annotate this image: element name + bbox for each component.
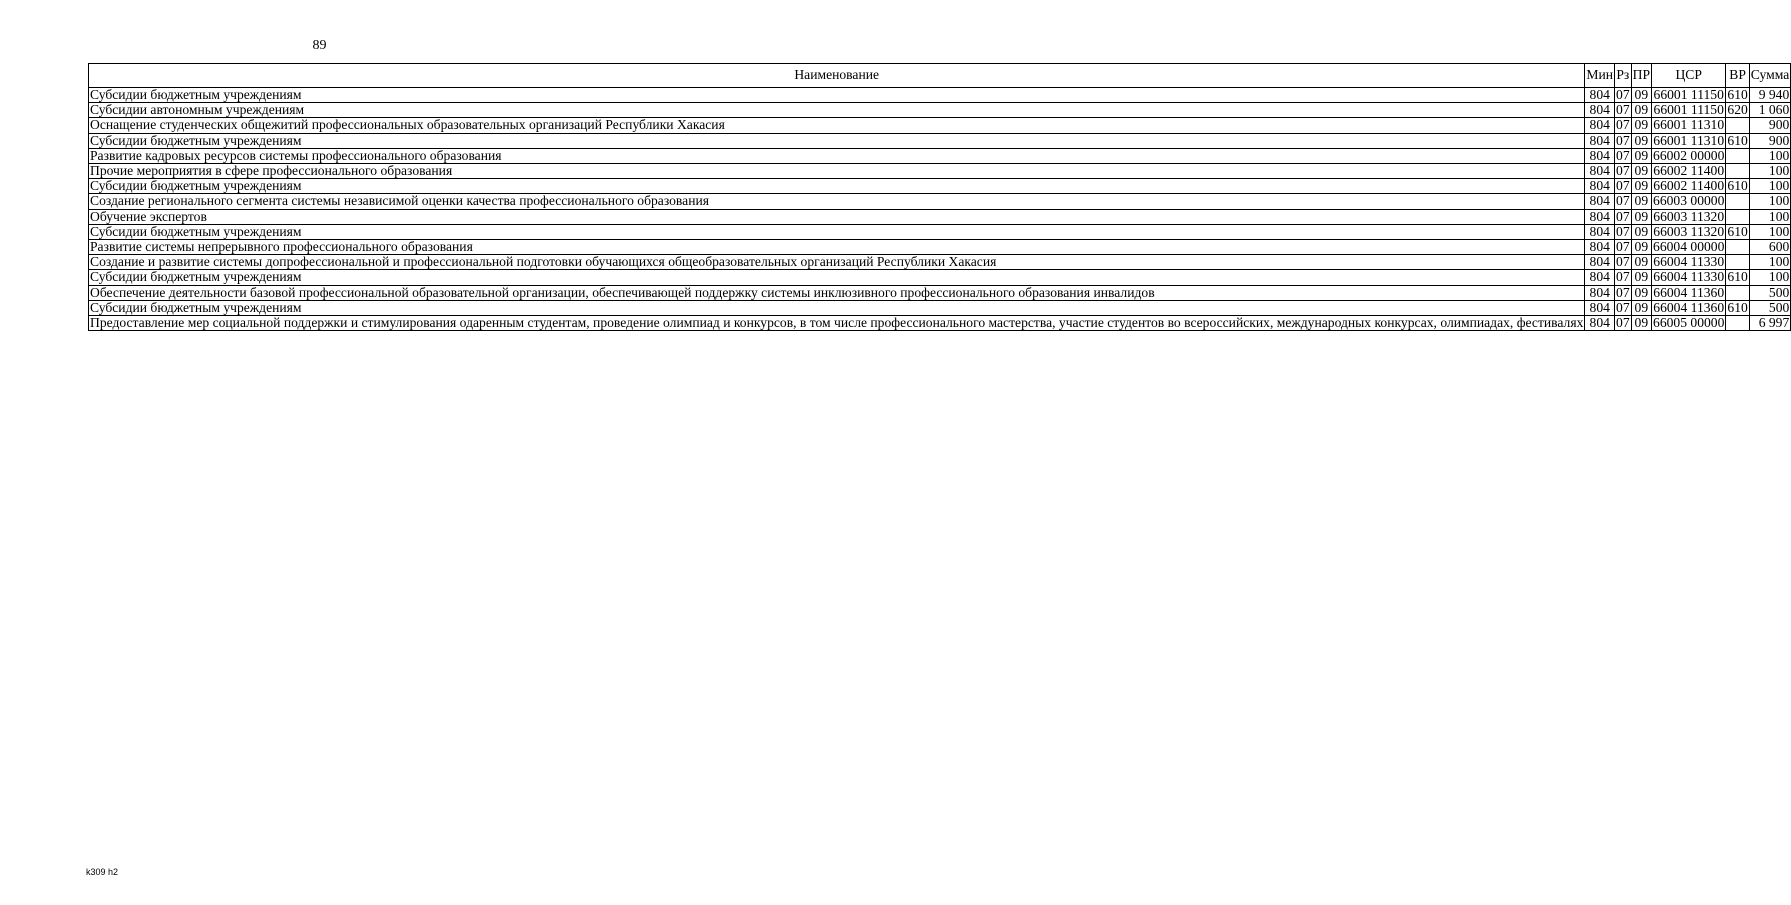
table-row	[89, 133, 1791, 148]
table-row	[89, 240, 1791, 255]
cell-sum: 100	[1749, 148, 1791, 163]
table-row	[89, 194, 1791, 209]
cell-pr: 09	[1631, 103, 1651, 118]
cell-csr: 66004 11330	[1653, 254, 1725, 270]
cell-pr: 09	[1631, 300, 1651, 315]
cell-name: Прочие мероприятия в сфере профессионального образования	[89, 164, 1585, 179]
cell-min: 804	[1585, 194, 1615, 209]
cell-vr: 610	[1727, 178, 1748, 194]
cell-vr: 610	[1727, 269, 1748, 285]
cell-pr: 09	[1631, 118, 1651, 133]
cell-sum: 1 060	[1749, 103, 1791, 118]
cell-vr	[1726, 148, 1749, 163]
cell-rz: 07	[1616, 178, 1630, 194]
header-row	[89, 64, 1791, 88]
cell-vr	[1726, 209, 1749, 224]
table-row	[89, 224, 1791, 239]
header-rz: Рз	[1615, 64, 1632, 88]
cell-name: Обучение экспертов	[89, 209, 1585, 224]
cell-name: Субсидии бюджетным учреждениям	[89, 270, 1585, 285]
cell-pr: 09	[1631, 164, 1651, 179]
table-row	[89, 103, 1791, 118]
cell-rz: 07	[1616, 163, 1630, 179]
cell-vr	[1726, 118, 1749, 133]
cell-min: 804	[1585, 209, 1615, 224]
cell-pr: 09	[1631, 285, 1651, 300]
cell-min: 804	[1585, 300, 1615, 315]
cell-name: Развитие системы непрерывного профессионального образования	[89, 240, 1585, 255]
table-row	[89, 270, 1791, 285]
cell-rz: 07	[1616, 193, 1630, 209]
cell-rz: 07	[1616, 269, 1630, 285]
cell-min: 804	[1585, 103, 1615, 118]
cell-sum: 900	[1749, 118, 1791, 133]
table-row	[89, 209, 1791, 224]
table-row	[89, 300, 1791, 315]
header-name: Наименование	[89, 64, 1585, 88]
cell-name: Субсидии автономным учреждениям	[89, 103, 1585, 118]
cell-vr: 610	[1727, 87, 1748, 102]
cell-vr	[1726, 316, 1749, 331]
cell-sum: 6 997	[1749, 316, 1791, 331]
cell-vr	[1726, 164, 1749, 179]
cell-name: Субсидии бюджетным учреждениям	[89, 224, 1585, 239]
cell-csr: 66002 00000	[1653, 147, 1725, 163]
cell-rz: 07	[1616, 102, 1630, 118]
cell-rz: 07	[1616, 239, 1630, 255]
header-min: Мин	[1585, 64, 1615, 88]
cell-rz: 07	[1616, 117, 1630, 133]
table-row	[89, 118, 1791, 133]
cell-pr: 09	[1631, 88, 1651, 103]
cell-pr: 09	[1631, 224, 1651, 239]
cell-csr: 66004 11330	[1653, 269, 1725, 285]
cell-vr	[1726, 285, 1749, 300]
cell-pr: 09	[1631, 148, 1651, 163]
cell-name: Создание и развитие системы допрофессиональной и профессиональной подготовки обучающихся общеобразовательных организаций Республики Хакасия	[89, 255, 1585, 270]
cell-min: 804	[1585, 88, 1615, 103]
cell-sum: 100	[1749, 209, 1791, 224]
cell-sum: 600	[1749, 240, 1791, 255]
cell-min: 804	[1585, 118, 1615, 133]
cell-min: 804	[1585, 316, 1615, 331]
budget-table	[88, 63, 1791, 331]
cell-name: Субсидии бюджетным учреждениям	[89, 133, 1585, 148]
cell-rz: 07	[1616, 87, 1630, 102]
cell-sum: 900	[1749, 133, 1791, 148]
page-number: 89	[312, 38, 327, 53]
table-body	[89, 88, 1791, 331]
cell-rz: 07	[1616, 254, 1630, 270]
cell-min: 804	[1585, 133, 1615, 148]
cell-sum: 500	[1749, 300, 1791, 315]
cell-rz: 07	[1616, 147, 1630, 163]
cell-name: Субсидии бюджетным учреждениям	[89, 88, 1585, 103]
cell-csr: 66003 00000	[1653, 193, 1725, 209]
cell-min: 804	[1585, 179, 1615, 194]
cell-csr: 66001 11150	[1652, 103, 1726, 118]
cell-csr: 66004 11360	[1653, 299, 1725, 315]
cell-rz: 07	[1616, 132, 1630, 148]
table-row	[89, 255, 1791, 270]
cell-sum: 100	[1749, 194, 1791, 209]
cell-csr: 66001 11310	[1653, 132, 1725, 148]
cell-csr: 66002 11400	[1653, 163, 1725, 179]
cell-name: Предоставление мер социальной поддержки и стимулирования одаренным студентам, проведение олимпиад и конкурсов, в том числе профессионального мастерства, участие студентов во всероссийских, международных конкурсах, олимпиадах, фестивалях	[90, 315, 1584, 331]
cell-rz: 07	[1616, 284, 1630, 300]
table-row	[89, 285, 1791, 300]
cell-name: Субсидии бюджетным учреждениям	[89, 300, 1585, 315]
cell-csr: 66003 11320	[1653, 223, 1725, 239]
table-row	[89, 164, 1791, 179]
cell-pr: 09	[1631, 133, 1651, 148]
table-row	[89, 316, 1791, 331]
cell-pr: 09	[1631, 316, 1651, 331]
cell-name: Обеспечение деятельности базовой профессиональной образовательной организации, обеспечивающей поддержку системы инклюзивного профессионального образования инвалидов	[89, 285, 1585, 300]
cell-name: Создание регионального сегмента системы независимой оценки качества профессионального образования	[89, 194, 1585, 209]
cell-sum: 100	[1749, 255, 1791, 270]
header-csr: ЦСР	[1652, 64, 1726, 88]
cell-vr: 610	[1727, 299, 1748, 315]
cell-pr: 09	[1631, 240, 1651, 255]
cell-min: 804	[1585, 148, 1615, 163]
cell-vr: 620	[1727, 102, 1748, 118]
cell-pr: 09	[1631, 255, 1651, 270]
header-vr: ВР	[1726, 64, 1749, 88]
cell-min: 804	[1585, 240, 1615, 255]
cell-pr: 09	[1631, 179, 1651, 194]
cell-rz: 07	[1616, 315, 1630, 331]
cell-csr: 66003 11320	[1653, 208, 1725, 224]
cell-name: Оснащение студенческих общежитий профессиональных образовательных организаций Республики Хакасия	[89, 118, 1585, 133]
cell-min: 804	[1585, 224, 1615, 239]
cell-csr: 66004 11360	[1653, 284, 1725, 300]
cell-sum: 100	[1749, 270, 1791, 285]
cell-csr: 66004 00000	[1653, 239, 1725, 255]
cell-min: 804	[1585, 270, 1615, 285]
cell-sum: 100	[1749, 179, 1791, 194]
cell-csr: 66001 11150	[1652, 88, 1726, 103]
table-row	[89, 88, 1791, 103]
cell-csr: 66002 11400	[1653, 178, 1725, 194]
cell-csr: 66001 11310	[1653, 117, 1725, 133]
footer-code: k309 h2	[86, 867, 119, 877]
cell-vr	[1726, 255, 1749, 270]
cell-min: 804	[1585, 164, 1615, 179]
cell-sum: 500	[1749, 285, 1791, 300]
cell-vr: 610	[1727, 223, 1748, 239]
cell-sum: 100	[1749, 164, 1791, 179]
cell-vr	[1726, 240, 1749, 255]
cell-sum: 100	[1749, 224, 1791, 239]
cell-pr: 09	[1631, 209, 1651, 224]
cell-vr: 610	[1727, 132, 1748, 148]
header-sum: Сумма	[1749, 64, 1791, 88]
table-row	[89, 148, 1791, 163]
cell-vr	[1726, 194, 1749, 209]
cell-rz: 07	[1616, 299, 1630, 315]
cell-rz: 07	[1616, 208, 1630, 224]
cell-rz: 07	[1616, 223, 1630, 239]
cell-name: Развитие кадровых ресурсов системы профессионального образования	[89, 148, 1585, 163]
cell-min: 804	[1585, 255, 1615, 270]
cell-csr: 66005 00000	[1653, 315, 1725, 331]
cell-min: 804	[1585, 285, 1615, 300]
cell-sum: 9 940	[1749, 88, 1791, 103]
cell-pr: 09	[1631, 270, 1651, 285]
cell-name: Субсидии бюджетным учреждениям	[89, 179, 1585, 194]
cell-pr: 09	[1631, 194, 1651, 209]
table-row	[89, 179, 1791, 194]
header-pr: ПР	[1631, 64, 1651, 88]
